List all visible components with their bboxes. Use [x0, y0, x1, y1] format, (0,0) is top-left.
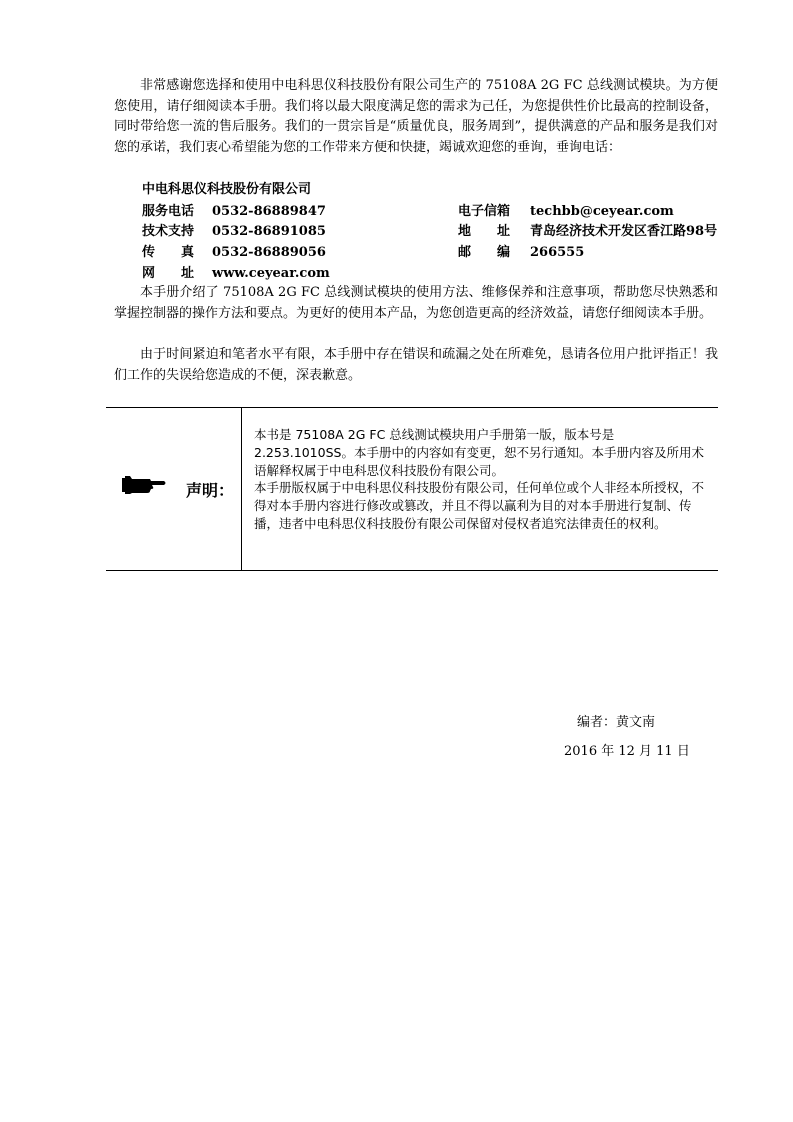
email — [458, 204, 674, 220]
notice-text-version: 本书是 75108A 2G FC 总线测试模块用户手册第一版，版本号是 2.253.1010SS。本手册中的内容如有变更，恕不另行通知。本手册内容及所用术语解释权属于中电科思仪科技股份有限公司。 — [254, 427, 704, 478]
notice-label: 声明： — [186, 481, 235, 500]
pointing-hand-icon — [120, 474, 168, 496]
website-label: 网 址 — [142, 266, 195, 281]
intro-paragraph: 非常感谢您选择和使用中电科思仪科技股份有限公司生产的 75108A 2G FC 总线测试模块。为方便您使用，请仔细阅读本手册。我们将以最大限度满足您的需求为己任，为您提供性价比最高的控制设备，同时带给您一流的售后服务。我们的一贯宗旨是“质量优良，服务周到”，提供满意的产品和服务是我们对您的承诺，我们衷心希望能为您的工作带来方便和快捷，竭诚欢迎您的垂询，垂询电话： — [114, 78, 718, 155]
manual-intro-paragraph: 本手册介绍了 75108A 2G FC 总线测试模块的使用方法、维修保养和注意事项，帮助您尽快熟悉和掌握控制器的操作方法和要点。为更好的使用本产品，为您创造更高的经济效益，请您仔细阅读本手册。 — [114, 285, 718, 321]
address-value: 青岛经济技术开发区香江路98号 — [530, 224, 718, 239]
postcode-value: 266555 — [530, 245, 585, 260]
service-phone-value: 0532-86889847 — [212, 204, 326, 219]
author: 编者：黄文南 — [577, 715, 656, 730]
website — [142, 266, 330, 282]
date: 2016 年 12 月 11 日 — [564, 744, 690, 759]
service-phone — [142, 204, 326, 220]
notice-label-cell — [106, 408, 242, 570]
company-name: 中电科思仪科技股份有限公司 — [142, 182, 312, 197]
fax — [142, 245, 326, 261]
apology-paragraph: 由于时间紧迫和笔者水平有限，本手册中存在错误和疏漏之处在所难免，恳请各位用户批评指正！我们工作的失误给您造成的不便，深表歉意。 — [114, 347, 718, 383]
tech-support-label: 技术支持 — [142, 224, 195, 239]
postcode — [458, 245, 584, 261]
fax-label: 传 真 — [142, 245, 195, 260]
email-label: 电子信箱 — [458, 204, 511, 219]
website-value: www.ceyear.com — [212, 266, 330, 281]
email-value: techbb@ceyear.com — [530, 204, 674, 219]
address — [458, 224, 717, 240]
address-label: 地 址 — [458, 224, 511, 239]
postcode-label: 邮 编 — [458, 245, 511, 260]
notice-box — [106, 407, 718, 571]
tech-support-value: 0532-86891085 — [212, 224, 326, 239]
tech-support — [142, 224, 326, 240]
service-phone-label: 服务电话 — [142, 204, 195, 219]
fax-value: 0532-86889056 — [212, 245, 326, 260]
notice-text-copyright: 本手册版权属于中电科思仪科技股份有限公司，任何单位或个人非经本所授权，不得对本手册内容进行修改或篡改，并且不得以赢利为目的对本手册进行复制、传播，违者中电科思仪科技股份有限公司保留对侵权者追究法律责任的权利。 — [254, 480, 705, 531]
notice-body — [254, 426, 706, 533]
